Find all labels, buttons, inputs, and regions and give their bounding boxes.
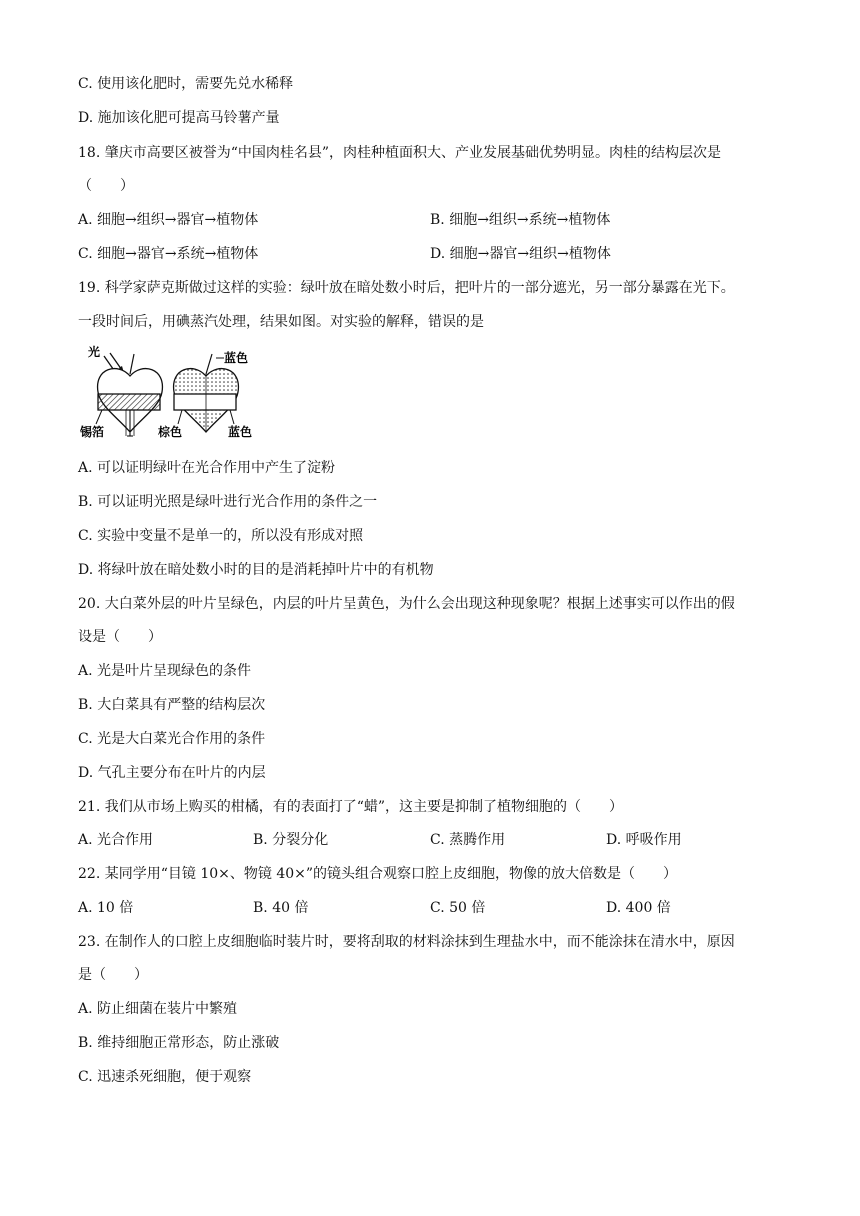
q19-option-b: B. 可以证明光照是绿叶进行光合作用的条件之一 [78,494,378,510]
q22-option-b: B. 40 倍 [253,900,309,916]
left-leaf [96,354,162,436]
q21-option-d: D. 呼吸作用 [606,832,682,848]
q17-option-d: D. 施加该化肥可提高马铃薯产量 [78,110,280,126]
q22-option-a: A. 10 倍 [78,900,134,916]
q19-option-c: C. 实验中变量不是单一的，所以没有形成对照 [78,528,364,544]
q20-option-d: D. 气孔主要分布在叶片的内层 [78,765,266,781]
q20-option-c: C. 光是大白菜光合作用的条件 [78,731,266,747]
q20-stem-line2: 设是（ ） [78,629,162,645]
q19-stem-line1: 19. 科学家萨克斯做过这样的实验：绿叶放在暗处数小时后，把叶片的一部分遮光，另一部分暴露在光下。 [78,280,735,296]
q18-stem-line2: （ ） [78,178,134,194]
blue-bottom-label: 蓝色 [228,425,253,439]
blue-top-label: 蓝色 [224,351,249,365]
q18-stem-line1: 18. 肇庆市高要区被誉为“中国肉桂名县”，肉桂种植面积大、产业发展基础优势明显。肉桂的结构层次是 [78,145,722,161]
q18-option-c: C. 细胞→器官→系统→植物体 [78,246,259,262]
q23-option-a: A. 防止细菌在装片中繁殖 [78,1001,238,1017]
foil-label: 锡箔 [80,425,105,439]
q22-option-d: D. 400 倍 [606,900,671,916]
q20-stem-line1: 20. 大白菜外层的叶片呈绿色，内层的叶片呈黄色，为什么会出现这种现象呢？根据上述事实可以作出的假 [78,596,735,612]
q19-option-d: D. 将绿叶放在暗处数小时的目的是消耗掉叶片中的有机物 [78,562,434,578]
q20-option-b: B. 大白菜具有严整的结构层次 [78,697,266,713]
q22-stem: 22. 某同学用“目镜 10×、物镜 40×”的镜头组合观察口腔上皮细胞，物像的放大倍数是（ ） [78,866,678,882]
q19-stem-line2: 一段时间后，用碘蒸汽处理，结果如图。对实验的解释，错误的是 [78,314,484,330]
q21-option-a: A. 光合作用 [78,832,154,848]
q23-option-c: C. 迅速杀死细胞，便于观察 [78,1069,252,1085]
leaf-experiment-diagram [78,344,258,440]
q18-option-b: B. 细胞→组织→系统→植物体 [430,212,611,228]
q23-stem-line1: 23. 在制作人的口腔上皮细胞临时装片时，要将刮取的材料涂抹到生理盐水中，而不能涂抹在清水中，原因 [78,934,735,950]
q21-option-c: C. 蒸腾作用 [430,832,506,848]
leaf-experiment-figure [78,344,258,440]
q22-option-c: C. 50 倍 [430,900,486,916]
q21-stem: 21. 我们从市场上购买的柑橘，有的表面打了“蜡”，这主要是抑制了植物细胞的（ ） [78,799,624,815]
light-label: 光 [88,345,101,359]
q19-option-a: A. 可以证明绿叶在光合作用中产生了淀粉 [78,460,336,476]
q17-option-c: C. 使用该化肥时，需要先兑水稀释 [78,76,294,92]
q23-stem-line2: 是（ ） [78,967,148,983]
q18-option-d: D. 细胞→器官→组织→植物体 [430,246,611,262]
q23-option-b: B. 维持细胞正常形态，防止涨破 [78,1035,280,1051]
right-leaf [174,354,239,432]
q21-option-b: B. 分裂分化 [253,832,329,848]
q18-option-a: A. 细胞→组织→器官→植物体 [78,212,259,228]
brown-label: 棕色 [158,425,183,439]
q20-option-a: A. 光是叶片呈现绿色的条件 [78,663,252,679]
